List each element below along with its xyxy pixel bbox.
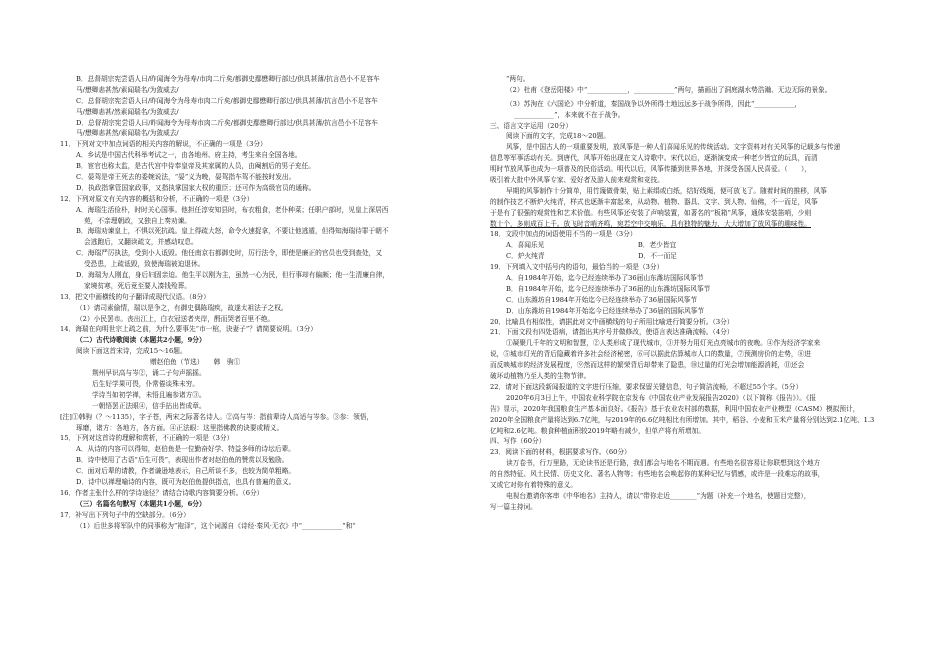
text-line: C．面对后辈的请教，作者谦逊地表示，自己所谈不多，也较为简单粗略。 <box>76 467 296 476</box>
text-line: B．海瑞劝谏皇上，不惧以死抗疏。皇上得疏大怒，命令火速捉拿，不要让他逃遁，但得知海瑞待罪于朝不 <box>76 227 389 236</box>
text-line: 亿吨和2.6亿吨。粮食种植面积较2019年略有减少，但单产将有所增加。 <box>490 426 705 435</box>
text-line: 破坏动植物乃至人类的生物节律。 <box>490 372 591 381</box>
left-column <box>60 0 480 531</box>
text-line: 荆州早识高与岑②，诵二子句声摇摇。 <box>92 369 206 378</box>
text-line: 告》显示，2020年我国粮食生产基本面良好。《报告》基于农业农村部的数据，利用中国农业产业模型（CASM）模拟预计， <box>490 404 860 413</box>
text-line: （二）古代诗歌阅读（本题共2小题，9分） <box>76 336 206 345</box>
text-line: 赠赵伯鱼（节选） 韩 驹① <box>150 358 241 367</box>
text-line: B．自1984年开始，迄今已经连续举办了36届的山东潍坊国际风筝节 <box>506 284 711 293</box>
text-line: 22．请对下面这段新闻报道的文字进行压缩，要求保留关键信息，句子简洁流畅，不超过55个字。（5分） <box>490 382 803 391</box>
text-line: 早期的风筝制作十分简单，用竹篾做骨架，贴上素绢或白纸，结好线绳，便可放飞了。随着时间的推移，风筝 <box>506 186 827 195</box>
text-line: 17．补写出下列句子中的空缺部分。（6分） <box>60 510 190 519</box>
text-line: A．喜闻乐见 B．老少皆宜 <box>506 241 677 250</box>
text-line: 23．阅读下面的材料，根据要求写作。（60分） <box>490 448 631 457</box>
text-line: 苑，不亲理朝政，又独自上奏劝谏。 <box>84 216 191 225</box>
text-line: 信息等军事活动有关。到唐代，风筝开始出现在文人诗歌中。宋代以后，逐渐演变成一种老少皆宜的玩具，而清 <box>490 154 818 163</box>
text-line: C．总督胡宗宪尝语人曰/昨闻海令为母寿市肉二斤矣/都御史鄢懋卿行部过/供具甚薄/抗言邑小不足容车 <box>76 96 378 105</box>
text-line: 而反映城市的经济发展程度，⑨然而这样的繁荣背后却带来了隐患，⑩过量的灯光会增加能源消耗，⑪还会 <box>490 361 805 370</box>
text-line: 读万卷书，行万里路，无论读书还是行路，我们都会与地名不期而遇。有些地名很容易让你联想到这个地方 <box>506 459 821 468</box>
text-line: 明时节放风筝也成为一项普及的民俗活动。明代以后，风筝传播到世界各地，并深受各国人民喜爱。（ ）， <box>490 165 811 174</box>
text-line: 三、语言文字运用（20分） <box>490 121 573 130</box>
text-line: 马/懋卿恚甚然/素闻瑞名/为敛威去/ <box>76 129 179 138</box>
text-line: 四、写作（60分） <box>490 437 546 446</box>
text-line: A．乡试是中国古代科举考试之一，由各地州、府主持，考生来自全国各地。 <box>76 151 302 160</box>
text-line: ____________”，本来就不在于战争。 <box>514 110 625 119</box>
text-line: 马/懋卿恚甚然/素闻瑞名/为敛威去/ <box>76 85 179 94</box>
text-line: 11．下列对文中加点词语的相关内容的解说，不正确的一项是（3分） <box>60 140 267 149</box>
text-line: 21．下面文段有四处语病，请指出其序号并做修改，使语言表达准确流畅。（4分） <box>490 328 734 337</box>
text-line: C．炉火纯青 D．不一而足 <box>506 252 677 261</box>
text-line: A．自1984年开始，迄今已经连续举办了36届山东潍坊国际风筝节 <box>506 274 704 283</box>
text-line: 学诗当如初学禅，未悟且遍参诸方③。 <box>92 390 206 399</box>
text-line: C．海瑞严厉执法，受到小人诋毁。他任南京右都御史时，厉行法令，即使是廉正的官员也受到查处，又 <box>76 249 383 258</box>
text-line: （2）杜甫《登岳阳楼》中“____________，____________”两句，描画出了洞庭湖水势浩瀚、无边无际的景象。 <box>506 85 832 94</box>
text-line: 2020年全国粮食产量将达到6.7亿吨，与2019年的6.6亿吨相比有所增加。其中，稻谷、小麦和玉米产量将分别达到2.1亿吨、1.3 <box>490 415 875 424</box>
text-line: B．诗中使用了古语“后生可畏”，表现出作者对赵伯鱼的赞赏以及勉励。 <box>76 456 289 465</box>
text-line: （三）名篇名句默写（本题共1小题，6分） <box>76 499 206 508</box>
right-column <box>490 0 910 513</box>
text-line: （1）请司素偷情，瑞以是争之，有御史偶陈瑞疾，故遂太祖法子之权。 <box>76 303 288 312</box>
text-line: 数十个，多则成百上千。放飞时音哨齐鸣，宛若空中交响乐，具有独特的魅力，大大增加了放风筝的趣味性。 <box>490 219 811 228</box>
text-line: C．山东潍坊自1984年开始迄今已经连续举办了36届国际风筝节 <box>506 295 698 304</box>
text-line: 马/懋卿恚甚/然素闻瑞名/为敛威去/ <box>76 107 179 116</box>
text-line: 一朝悟罢正法眼④，信手拈出皆成章。 <box>92 401 206 410</box>
text-line: C．晏驾是帝王死去的委婉说法，“晏”义为晚，晏驾指车驾不能按时发出。 <box>76 173 296 182</box>
text-line: B．总督胡宗宪尝语人曰/昨闻海令为母寿/市肉二斤矣/都御史鄢懋卿行部过/供具甚薄/抗言邑小不足容车 <box>76 75 380 83</box>
text-line: 于是有了很强的观赏性和艺术价值。有些风筝还安装了声响装置，如著名的“板箱”风筝，通体安装笛哨，少则 <box>490 208 812 217</box>
text-line: 13．把文中画横线的句子翻译成现代汉语。（8分） <box>60 292 210 301</box>
text-line: 吸引着大批中外风筝专家、爱好者及游人前来观赏和竞技。 <box>490 176 664 185</box>
text-line: 后生好学果可畏，仆常倦谈殊未穷。 <box>92 379 199 388</box>
text-line: D．山东潍坊自1984年开始迄今已经连续举办了36届的国际风筝节 <box>506 306 705 315</box>
text-line: D．执政指掌管国家政事，又指执掌国家大权的重臣；还可作为高级官员的通称。 <box>76 183 316 192</box>
text-line: 2020年6月3日上午，中国农业科学院在京发布《中国农业产业发展报告2020》（以下简称《报告》）。《报 <box>506 393 817 402</box>
text-line: （1）后世多将军队中的同事称为“袍泽”，这个词源自《诗经·秦风·无衣》中“____________”和“ <box>76 521 356 530</box>
text-line: D．总督胡宗宪尝语人曰/昨闻海令为母寿市肉二斤矣/都御史鄢懋卿行部过/供具甚薄/抗言邑小不足容车 <box>76 118 378 127</box>
text-line: 阅读下面这首宋诗，完成15～16题。 <box>76 347 187 356</box>
text-line: A．海瑞生活俭朴，时时关心国事。他担任淳安知县时，布衣粗食，老仆种菜；任职户部时，见皇上深居西 <box>76 205 389 214</box>
text-line: B．宦官也称太监，是古代宫中侍奉皇帝及其家属的人员，由阉割后的男子充任。 <box>76 162 315 171</box>
text-line: 的制作技艺不断炉火纯青，样式也逐渐丰富起来，从动物、植物、器具、文字、到人物、仙佛，不一而足，风筝 <box>490 197 818 206</box>
text-line: 会逃跑后，又翻读疏文，并感动叹息。 <box>84 238 198 247</box>
text-line: 又或它对你有着特殊的意义。 <box>490 480 577 489</box>
text-line: 阅读下面的文字，完成18～20题。 <box>506 132 610 141</box>
text-line: 家境贫寒，死后竟至要人凑钱殓葬。 <box>84 281 191 290</box>
text-line: 的自然特征、风土民情、历史文化、著名人物等；有些地名会唤起你的某种记忆与情感，或许是一段难忘的故事， <box>490 470 825 479</box>
text-line: D．诗中以禅理喻诗的内容，既可为赵伯鱼提供指点，也具有普遍的意义。 <box>76 477 296 486</box>
text-line: ”两句。 <box>506 75 530 83</box>
text-line: 风筝，是中国古人的一项重要发明，放风筝是一种人们喜闻乐见的传统活动。文字资料对有关风筝的记载多与传递 <box>506 143 841 152</box>
text-line: 受恐患，上疏诋毁，致使海瑞被迫退休。 <box>84 260 205 269</box>
text-line: D．海瑞为人刚直，身后妇固亲迫。他生平以刚为主，虽然一心为民，但行事却有偏颇；他一生清廉自律， <box>76 271 389 280</box>
text-line: 电视台邀请你客串《中华地名》主持人，请以“带你走近________”为题（补充一个地名，使题目完整）， <box>506 491 811 500</box>
text-line: 16．作者主张什么样的学诗途径？请结合诗歌内容简要分析。（6分） <box>60 488 264 497</box>
text-line: A．从诗的内容可以得知，赵伯鱼是一位勤奋好学、特益多师的诗坛后辈。 <box>76 445 295 454</box>
text-line: 说，⑤城市灯光的背后隐藏着许多社会经济秘密，⑥可以据此估算城市人口的数量，⑦预测房价的走势，⑧进 <box>490 350 811 359</box>
text-line: 19．下列填入文中括号内的语句，最恰当的一项是（3分） <box>490 263 664 272</box>
text-line: 14．海瑞在向明世宗上疏之前，为什么要事先“市一棺，诀妻子”？请简要说明。（3分） <box>60 325 317 334</box>
text-line: 12．下列对原文有关内容的概括和分析，不正确的一项是（3分） <box>60 194 254 203</box>
text-line: 15．下列对这首诗的理解和赏析，不正确的一项是（3分） <box>60 434 234 443</box>
text-line: [注]①韩驹（？～1135），字子苍，两宋之际著名诗人。②高与岑：指前辈诗人高适与岑参。③参：领悟， <box>60 412 374 421</box>
text-line: （3）苏洵在《六国论》中分析道，秦国战争以外所得土地远远多于战争所得，因此“____________， <box>506 99 802 108</box>
text-line: 18．文段中加点的词语使用不当的一项是（3分） <box>490 230 637 239</box>
text-line: （2）小民罢市。丧出江上，白衣冠送者夹岸，酹而哭者百里不绝。 <box>76 314 275 323</box>
text-line: 20．比喻具有相似性，请据此对文中画横线的句子所用比喻进行简要分析。（3分） <box>490 317 734 326</box>
text-line: 写一篇主持词。 <box>490 502 537 511</box>
text-line: 琢磨，诸方：各地方，各方面。④正法眼：这里指佛教的诀要或精义。 <box>76 423 284 432</box>
text-line: ①凝聚几千年的文明和智慧，②人类形成了现代城市，③并努力用灯光点亮城市的夜晚。④作为经济学家来 <box>506 339 821 348</box>
